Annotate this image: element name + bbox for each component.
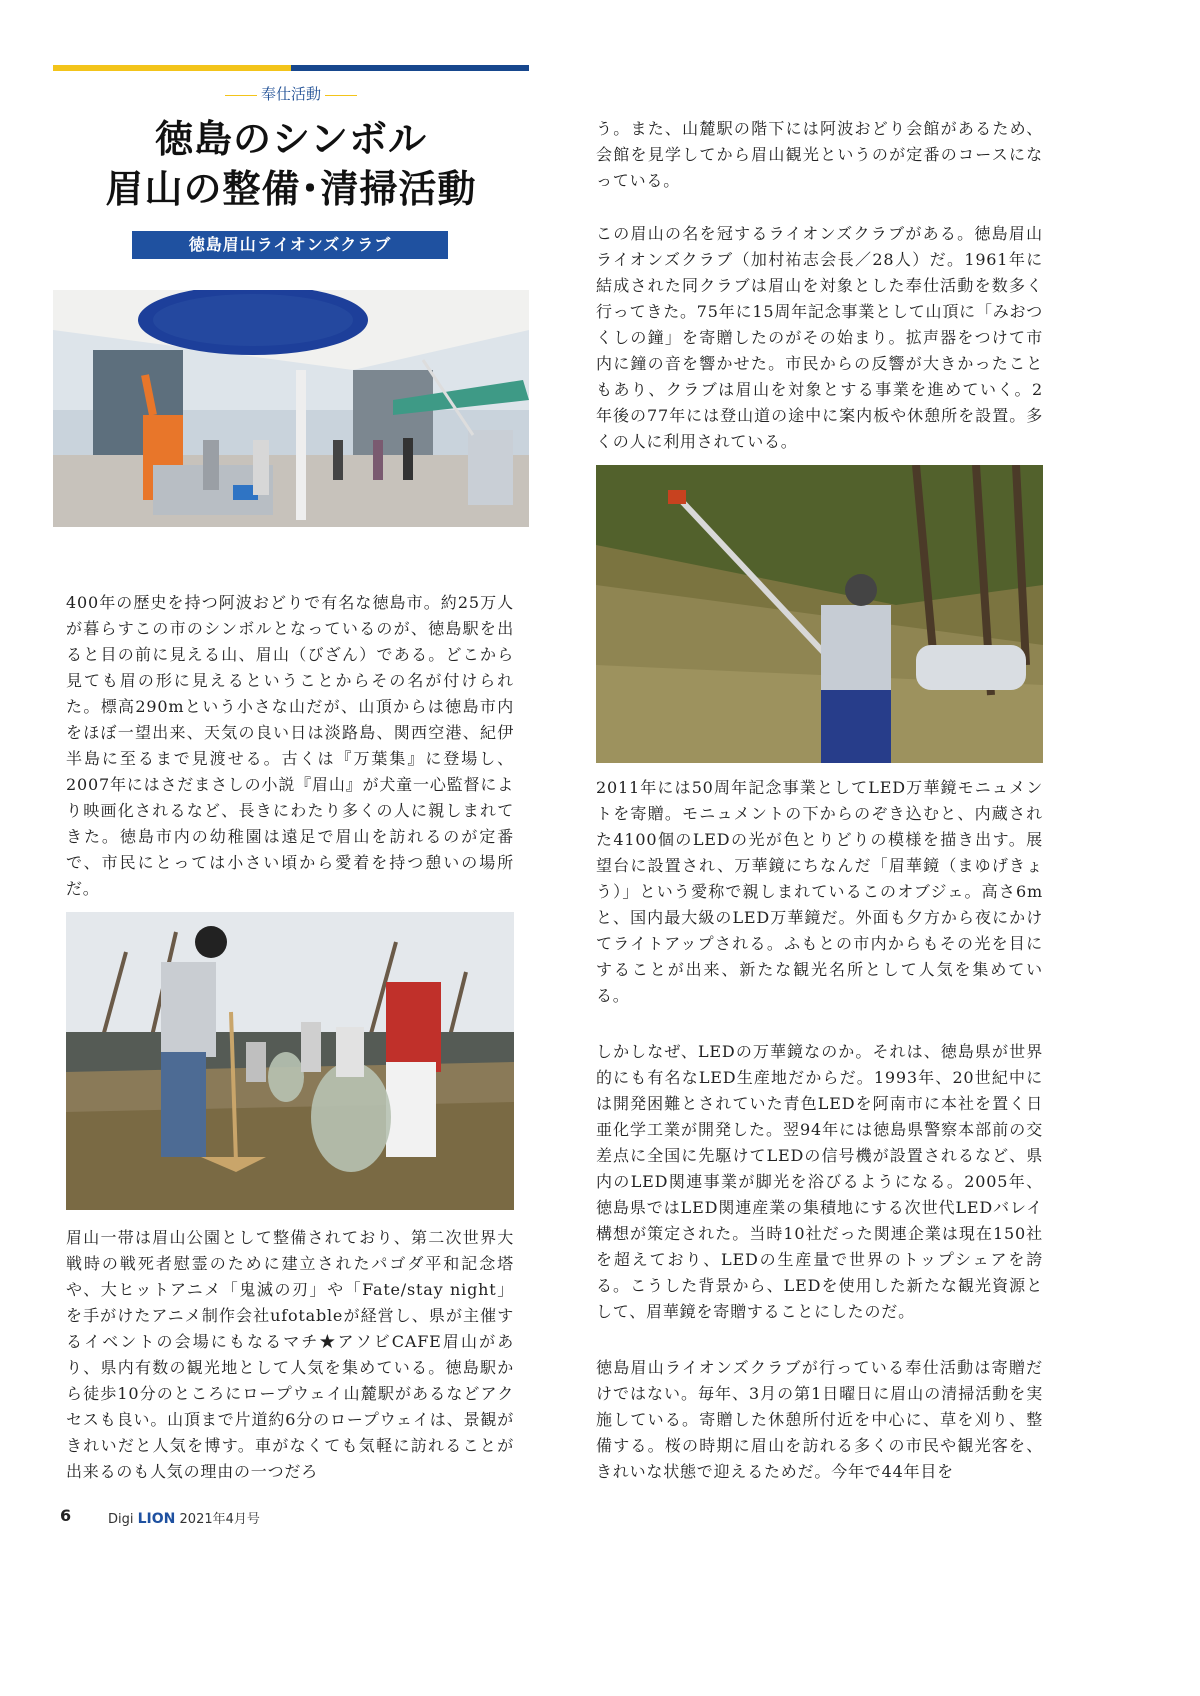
right-paragraph-5-text: 徳島眉山ライオンズクラブが行っている奉仕活動は寄贈だけではない。毎年、3月の第1日曜日に眉山の清掃活動を実施している。寄贈した休憩所付近を中心に、草を刈り、整備する。桜の時期に眉山を訪れる多くの市民や観光客を、きれいな状態で迎えるためだ。今年で44年目を xyxy=(596,1358,1043,1481)
photo-pruning-slope-image xyxy=(596,465,1043,763)
right-paragraph-2 xyxy=(596,221,1043,455)
right-paragraph-3 xyxy=(596,775,1043,1009)
left-paragraph-2-text: 眉山一帯は眉山公園として整備されており、第二次世界大戦時の戦死者慰霊のために建立されたパゴダ平和記念塔や、大ヒットアニメ「鬼滅の刃」や「Fate/stay night」を手がけたアニメ制作会社ufotableが経営し、県が主催するイベントの会場にもなるマチ★アソビCAFE眉山があり、県内有数の観光地として人気を集めている。徳島駅から徒歩10分のところにロープウェイ山麓駅があるなどアクセスも良い。山頂まで片道約6分のロープウェイは、景観がきれいだと人気を博す。車がなくても気軽に訪れることが出来るのも人気の理由の一つだろ xyxy=(66,1228,514,1481)
photo-station-cleaning xyxy=(53,290,529,527)
left-paragraph-1-text: 400年の歴史を持つ阿波おどりで有名な徳島市。約25万人が暮らすこの市のシンボルとなっているのが、徳島駅を出ると目の前に見える山、眉山（びざん）である。どこから見ても眉の形に見えるということからその名が付けられた。標高290mという小さな山だが、山頂からは徳島市内をほぼ一望出来、天気の良い日は淡路島、関西空港、紀伊半島に至るまで見渡せる。古くは『万葉集』に登場し、2007年にはさだまさしの小説『眉山』が犬童一心監督により映画化されるなど、長きにわたり多くの人に親しまれてきた。徳島市内の幼稚園は遠足で眉山を訪れるのが定番で、市民にとっては小さい頃から愛着を持つ憩いの場所だ。 xyxy=(66,593,514,898)
left-paragraph-1 xyxy=(66,590,514,902)
page-number: 6 xyxy=(60,1506,72,1525)
title-line-2: 眉山の整備･清掃活動 xyxy=(105,166,477,211)
photo-raking-leaves xyxy=(66,912,514,1210)
photo-pruning-slope xyxy=(596,465,1043,763)
magazine-prefix: Digi xyxy=(108,1512,134,1527)
photo-station-cleaning-image xyxy=(53,290,529,527)
category-text: 奉仕活動 xyxy=(260,85,321,103)
header-rule-blue xyxy=(291,65,529,71)
left-paragraph-2 xyxy=(66,1225,514,1485)
right-paragraph-1-text: う。また、山麓駅の階下には阿波おどり会館があるため、会館を見学してから眉山観光というのが定番のコースになっている。 xyxy=(596,119,1043,190)
right-paragraph-2-text: この眉山の名を冠するライオンズクラブがある。徳島眉山ライオンズクラブ（加村祐志会長／28人）だ。1961年に結成された同クラブは眉山を対象とした奉仕活動を数多く行ってきた。75年に15周年記念事業として山頂に「みおつくしの鐘」を寄贈したのがその始まり。拡声器をつけて市内に鐘の音を響かせた。市民からの反響が大きかったこともあり、クラブは眉山を対象とする事業を進めていく。2年後の77年には登山道の途中に案内板や休憩所を設置。多くの人に利用されている。 xyxy=(596,224,1043,451)
header-rule-yellow xyxy=(53,65,291,71)
right-paragraph-4-text: しかしなぜ、LEDの万華鏡なのか。それは、徳島県が世界的にも有名なLED生産地だからだ。1993年、20世紀中には開発困難とされていた青色LEDを阿南市に本社を置く日亜化学工業が開発した。翌94年には徳島県警察本部前の交差点に全国に先駆けてLEDの信号機が設置されるなど、県内のLED関連事業が脚光を浴びるようになる。2005年、徳島県ではLED関連産業の集積地にする次世代LEDバレイ構想が策定された。当時10社だった関連企業は現在150社を超えており、LEDの生産量で世界のトップシェアを誇る。こうした背景から、LEDを使用した新たな観光資源として、眉華鏡を寄贈することにしたのだ。 xyxy=(596,1042,1043,1321)
magazine-credit xyxy=(108,1508,260,1527)
magazine-name: LION xyxy=(137,1511,176,1527)
right-paragraph-5 xyxy=(596,1355,1043,1485)
photo-raking-leaves-image xyxy=(66,912,514,1210)
magazine-issue: 2021年4月号 xyxy=(179,1512,260,1527)
title-line-1: 徳島のシンボル xyxy=(154,116,428,161)
right-paragraph-1 xyxy=(596,116,1043,194)
right-paragraph-4 xyxy=(596,1039,1043,1325)
club-name-banner: 徳島眉山ライオンズクラブ xyxy=(132,231,448,259)
category-label xyxy=(53,83,529,104)
right-paragraph-3-text: 2011年には50周年記念事業としてLED万華鏡モニュメントを寄贈。モニュメントの下からのぞき込むと、内蔵された4100個のLEDの光が色とりどりの模様を描き出す。展望台に設置され、万華鏡にちなんだ「眉華鏡（まゆげきょう）」という愛称で親しまれているこのオブジェ。高さ6mと、国内最大級のLED万華鏡だ。外面も夕方から夜にかけてライトアップされる。ふもとの市内からもその光を目にすることが出来、新たな観光名所として人気を集めている。 xyxy=(596,778,1043,1005)
article-title xyxy=(53,114,529,214)
